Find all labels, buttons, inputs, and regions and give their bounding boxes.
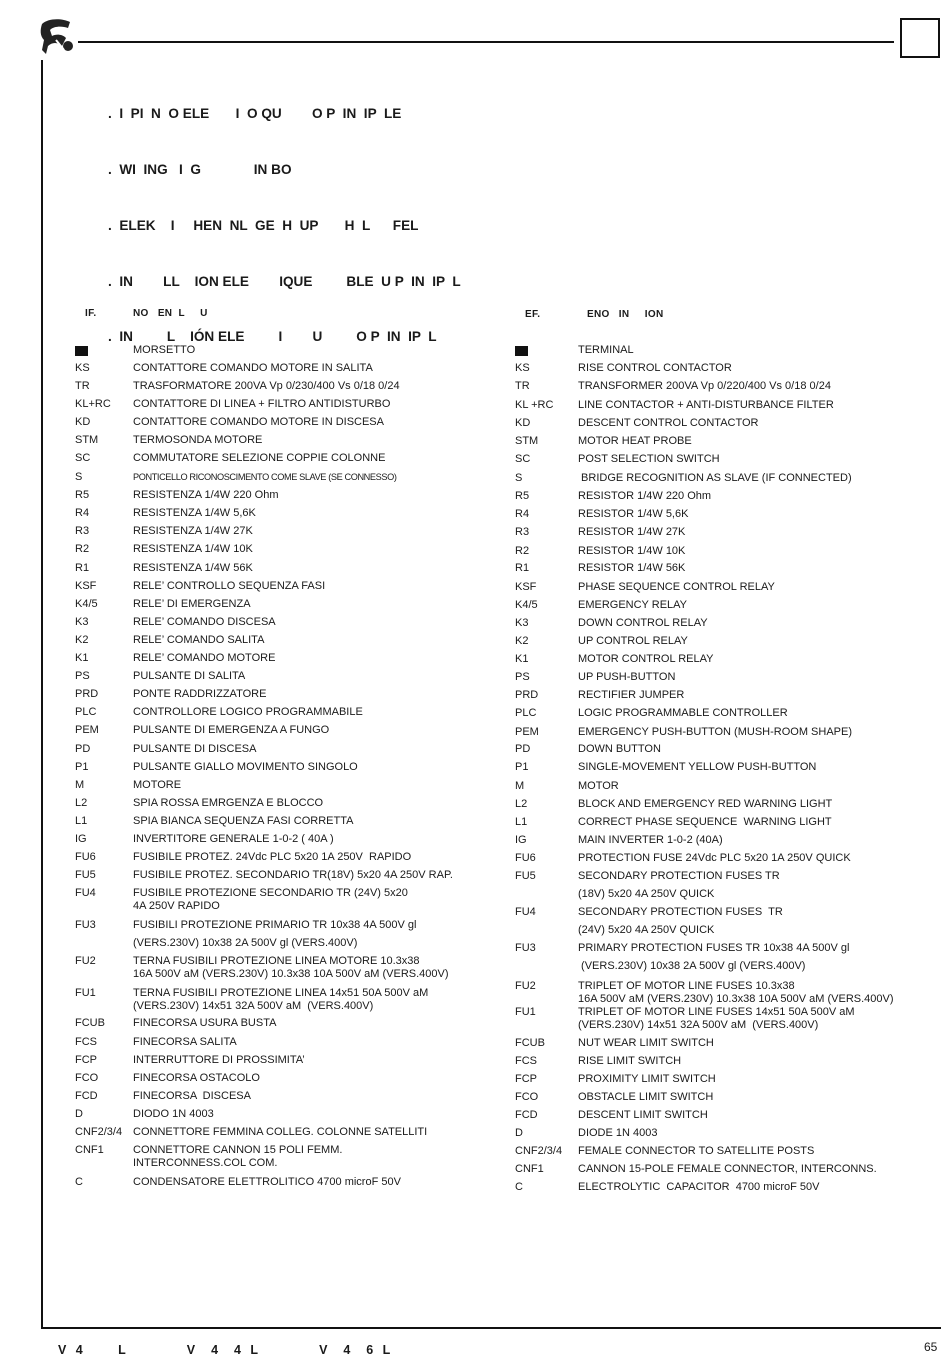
component-description: FUSIBILE PROTEZ. SECONDARIO TR(18V) 5x20 4A 250V RAP. — [133, 869, 453, 881]
component-description: RESISTOR 1/4W 10K — [578, 545, 686, 557]
component-description: FUSIBILE PROTEZ. 24Vdc PLC 5x20 1A 250V RAPIDO — [133, 851, 412, 863]
component-code: K3 — [75, 616, 89, 628]
component-description: CONNETTORE FEMMINA COLLEG. COLONNE SATELLITI — [133, 1126, 428, 1138]
component-description: SPIA BIANCA SEQUENZA FASI CORRETTA — [133, 815, 354, 827]
component-code: PEM — [75, 724, 99, 736]
component-code: CNF2/3/4 — [515, 1145, 563, 1157]
component-code: D — [75, 1108, 83, 1120]
component-description: FUSIBILE PROTEZIONE SECONDARIO TR (24V) 5x20 4A 250V RAPIDO — [133, 887, 408, 912]
component-description: NUT WEAR LIMIT SWITCH — [578, 1037, 714, 1049]
component-code: SC — [515, 453, 531, 465]
component-description: SECONDARY PROTECTION FUSES TR — [578, 906, 783, 918]
component-description: BLOCK AND EMERGENCY RED WARNING LIGHT — [578, 798, 833, 810]
terminal-square-icon — [515, 346, 528, 356]
component-description: PRIMARY PROTECTION FUSES TR 10x38 4A 500V gl — [578, 942, 850, 954]
component-code: FU6 — [515, 852, 536, 864]
frame-left-rule — [41, 60, 43, 1328]
component-code: C — [75, 1176, 83, 1188]
component-code: FU2 — [515, 980, 536, 992]
component-code: R5 — [75, 489, 90, 501]
component-code: L2 — [75, 797, 88, 809]
footer-models: V 4 L V 4 4 L V 4 6 L — [58, 1343, 394, 1357]
component-description: TRIPLET OF MOTOR LINE FUSES 10.3x38 16A 500V aM (VERS.230V) 10.3x38 10A 500V aM (VERS.400V) — [578, 980, 894, 1005]
component-description: (VERS.230V) 10x38 2A 500V gl (VERS.400V) — [578, 960, 806, 972]
component-description: DESCENT CONTROL CONTACTOR — [578, 417, 759, 429]
component-description: MOTOR — [578, 780, 619, 792]
component-code: PEM — [515, 726, 539, 738]
component-description: PROTECTION FUSE 24Vdc PLC 5x20 1A 250V QUICK — [578, 852, 851, 864]
component-description: PROXIMITY LIMIT SWITCH — [578, 1073, 716, 1085]
component-code: KL+RC — [75, 398, 111, 410]
component-code: FU6 — [75, 851, 96, 863]
component-code: FCUB — [75, 1017, 105, 1029]
component-description: MOTOR HEAT PROBE — [578, 435, 692, 447]
section-titles — [108, 68, 461, 366]
component-code: R4 — [75, 507, 90, 519]
component-description: MOTOR CONTROL RELAY — [578, 653, 714, 665]
component-code: FCD — [515, 1109, 538, 1121]
component-code: CNF1 — [75, 1144, 104, 1156]
component-code: KS — [515, 362, 530, 374]
component-code: R2 — [75, 543, 90, 555]
component-description: RELE’ CONTROLLO SEQUENZA FASI — [133, 580, 326, 592]
section-title: . IN LL ION ELE IQUE BLE U P IN IP L — [108, 273, 461, 289]
component-code: R1 — [75, 562, 90, 574]
component-code: R2 — [515, 545, 530, 557]
component-description: PULSANTE DI EMERGENZA A FUNGO — [133, 724, 330, 736]
component-code: STM — [515, 435, 539, 447]
component-description: CONNETTORE CANNON 15 POLI FEMM. INTERCONNESS.COL COM. — [133, 1144, 343, 1169]
component-description: INTERRUTTORE DI PROSSIMITA’ — [133, 1054, 305, 1066]
component-code: STM — [75, 434, 99, 446]
component-code: FU1 — [515, 1006, 536, 1018]
component-code: C — [515, 1181, 523, 1193]
component-description: DOWN BUTTON — [578, 743, 661, 755]
component-code: IG — [515, 834, 527, 846]
component-description: RELE’ DI EMERGENZA — [133, 598, 251, 610]
component-code: M — [515, 780, 525, 792]
component-description: PULSANTE DI SALITA — [133, 670, 246, 682]
component-code: KD — [75, 416, 91, 428]
component-code: PLC — [515, 707, 537, 719]
component-code: K2 — [75, 634, 89, 646]
component-description: COMMUTATORE SELEZIONE COPPIE COLONNE — [133, 452, 386, 464]
component-description: RESISTOR 1/4W 27K — [578, 526, 686, 538]
component-description: UP CONTROL RELAY — [578, 635, 688, 647]
component-description: FINECORSA USURA BUSTA — [133, 1017, 277, 1029]
component-description: (18V) 5x20 4A 250V QUICK — [578, 888, 715, 900]
terminal-square-icon — [75, 346, 88, 356]
component-description: CONTROLLORE LOGICO PROGRAMMABILE — [133, 706, 363, 718]
component-description: CORRECT PHASE SEQUENCE WARNING LIGHT — [578, 816, 832, 828]
component-code: S — [515, 472, 523, 484]
component-description: RESISTENZA 1/4W 5,6K — [133, 507, 256, 519]
component-description: RELE’ COMANDO DISCESA — [133, 616, 276, 628]
component-description: MAIN INVERTER 1-0-2 (40A) — [578, 834, 723, 846]
component-code: K4/5 — [515, 599, 538, 611]
corner-box — [900, 18, 940, 58]
component-description: TERMOSONDA MOTORE — [133, 434, 263, 446]
page-number: 65 — [924, 1340, 938, 1354]
component-description: RESISTENZA 1/4W 220 Ohm — [133, 489, 279, 501]
component-description: PONTICELLO RICONOSCIMENTO COME SLAVE (SE CONNESSO) — [133, 472, 397, 482]
component-description: MOTORE — [133, 779, 182, 791]
component-code: KSF — [515, 581, 537, 593]
component-description: CONTATTORE COMANDO MOTORE IN DISCESA — [133, 416, 384, 428]
component-code: PLC — [75, 706, 97, 718]
component-code: K3 — [515, 617, 529, 629]
component-description: POST SELECTION SWITCH — [578, 453, 720, 465]
component-description: MORSETTO — [133, 344, 196, 356]
component-description: EMERGENCY RELAY — [578, 599, 688, 611]
component-description: PULSANTE DI DISCESA — [133, 743, 257, 755]
component-code: D — [515, 1127, 523, 1139]
component-description: SECONDARY PROTECTION FUSES TR — [578, 870, 780, 882]
component-description: RISE LIMIT SWITCH — [578, 1055, 682, 1067]
component-code: R4 — [515, 508, 530, 520]
component-code — [75, 344, 88, 360]
component-description: RESISTENZA 1/4W 56K — [133, 562, 253, 574]
component-code: PRD — [75, 688, 99, 700]
component-description: TERNA FUSIBILI PROTEZIONE LINEA MOTORE 10.3x38 16A 500V aM (VERS.230V) 10.3x38 10A 500V aM (VERS.400V) — [133, 955, 449, 980]
component-description: PHASE SEQUENCE CONTROL RELAY — [578, 581, 775, 593]
component-code: K1 — [515, 653, 529, 665]
component-description: TRANSFORMER 200VA Vp 0/220/400 Vs 0/18 0/24 — [578, 380, 831, 392]
component-description: FINECORSA SALITA — [133, 1036, 237, 1048]
component-code: KSF — [75, 580, 97, 592]
component-description: UP PUSH-BUTTON — [578, 671, 676, 683]
component-code: FU4 — [515, 906, 536, 918]
left-header-description: NO EN L U — [133, 308, 208, 319]
component-description: RESISTENZA 1/4W 10K — [133, 543, 253, 555]
component-description: PULSANTE GIALLO MOVIMENTO SINGOLO — [133, 761, 358, 773]
component-description: LOGIC PROGRAMMABLE CONTROLLER — [578, 707, 788, 719]
section-title: . WI ING I G IN BO — [108, 161, 292, 177]
component-description: ELECTROLYTIC CAPACITOR 4700 microF 50V — [578, 1181, 820, 1193]
component-description: TRIPLET OF MOTOR LINE FUSES 14x51 50A 500V aM (VERS.230V) 14x51 32A 500V aM (VERS.400V) — [578, 1006, 855, 1031]
component-code: FCS — [515, 1055, 537, 1067]
component-description: TERNA FUSIBILI PROTEZIONE LINEA 14x51 50A 500V aM (VERS.230V) 14x51 32A 500V aM (VERS.400V) — [133, 987, 429, 1012]
component-code: FU5 — [75, 869, 96, 881]
component-code: FU3 — [515, 942, 536, 954]
component-code: KD — [515, 417, 531, 429]
component-description: RESISTOR 1/4W 5,6K — [578, 508, 689, 520]
component-description: DESCENT LIMIT SWITCH — [578, 1109, 708, 1121]
component-description: OBSTACLE LIMIT SWITCH — [578, 1091, 714, 1103]
component-description: FUSIBILI PROTEZIONE PRIMARIO TR 10x38 4A 500V gl — [133, 919, 417, 931]
frame-bottom-rule — [41, 1327, 941, 1329]
component-code: FCD — [75, 1090, 98, 1102]
component-code: FU2 — [75, 955, 96, 967]
component-code: P1 — [515, 761, 529, 773]
component-code: R3 — [515, 526, 530, 538]
component-code: KS — [75, 362, 90, 374]
component-description: CONTATTORE DI LINEA + FILTRO ANTIDISTURBO — [133, 398, 391, 410]
component-code: PD — [75, 743, 91, 755]
component-description: TERMINAL — [578, 344, 634, 356]
component-code: TR — [515, 380, 530, 392]
component-code: K1 — [75, 652, 89, 664]
component-description: DIODO 1N 4003 — [133, 1108, 214, 1120]
component-description: RESISTOR 1/4W 56K — [578, 562, 686, 574]
component-description: BRIDGE RECOGNITION AS SLAVE (IF CONNECTED) — [578, 472, 852, 484]
component-code: TR — [75, 380, 90, 392]
component-code: SC — [75, 452, 91, 464]
brand-logo-icon — [38, 16, 78, 56]
component-code: M — [75, 779, 85, 791]
component-code: FCO — [515, 1091, 539, 1103]
component-description: SINGLE-MOVEMENT YELLOW PUSH-BUTTON — [578, 761, 817, 773]
component-description: LINE CONTACTOR + ANTI-DISTURBANCE FILTER — [578, 399, 834, 411]
component-code: FU4 — [75, 887, 96, 899]
component-code: R5 — [515, 490, 530, 502]
component-code: FCP — [515, 1073, 537, 1085]
component-description: SPIA ROSSA EMRGENZA E BLOCCO — [133, 797, 324, 809]
component-code: PS — [75, 670, 90, 682]
component-code: L1 — [75, 815, 88, 827]
component-description: PONTE RADDRIZZATORE — [133, 688, 267, 700]
section-title: . ELEK I HEN NL GE H UP H L FEL — [108, 217, 419, 233]
right-header-description: ENO IN ION — [587, 309, 664, 320]
component-description: RESISTOR 1/4W 220 Ohm — [578, 490, 712, 502]
section-title: . I PI N O ELE I O QU O P IN IP LE — [108, 106, 402, 122]
component-description: FINECORSA OSTACOLO — [133, 1072, 260, 1084]
section-title: . IN L IÓN ELE I U O P IN IP L — [108, 329, 437, 345]
component-description: RECTIFIER JUMPER — [578, 689, 685, 701]
component-code: FU1 — [75, 987, 96, 999]
component-code: PRD — [515, 689, 539, 701]
component-code: CNF2/3/4 — [75, 1126, 123, 1138]
component-code: FCP — [75, 1054, 97, 1066]
component-description: EMERGENCY PUSH-BUTTON (MUSH-ROOM SHAPE) — [578, 726, 853, 738]
right-header-code: EF. — [525, 309, 541, 320]
left-header-code: IF. — [85, 308, 97, 319]
component-code: P1 — [75, 761, 89, 773]
component-description: TRASFORMATORE 200VA Vp 0/230/400 Vs 0/18 0/24 — [133, 380, 400, 392]
component-description: FEMALE CONNECTOR TO SATELLITE POSTS — [578, 1145, 815, 1157]
component-code: R1 — [515, 562, 530, 574]
component-code: FCS — [75, 1036, 97, 1048]
component-code: K2 — [515, 635, 529, 647]
component-code: K4/5 — [75, 598, 98, 610]
component-code: CNF1 — [515, 1163, 544, 1175]
component-description: CONTATTORE COMANDO MOTORE IN SALITA — [133, 362, 373, 374]
component-description: (VERS.230V) 10x38 2A 500V gl (VERS.400V) — [133, 937, 358, 949]
component-description: DIODE 1N 4003 — [578, 1127, 658, 1139]
component-description: (24V) 5x20 4A 250V QUICK — [578, 924, 715, 936]
component-code: KL +RC — [515, 399, 554, 411]
component-code: PS — [515, 671, 530, 683]
component-code: FCO — [75, 1072, 99, 1084]
component-description: RISE CONTROL CONTACTOR — [578, 362, 732, 374]
component-code: R3 — [75, 525, 90, 537]
component-description: CANNON 15-POLE FEMALE CONNECTOR, INTERCONNS. — [578, 1163, 877, 1175]
component-description: DOWN CONTROL RELAY — [578, 617, 708, 629]
component-code — [515, 344, 528, 360]
component-code: S — [75, 471, 83, 483]
component-code: L2 — [515, 798, 528, 810]
component-code: FU5 — [515, 870, 536, 882]
component-code: IG — [75, 833, 87, 845]
component-description: RESISTENZA 1/4W 27K — [133, 525, 253, 537]
component-description: RELE’ COMANDO SALITA — [133, 634, 265, 646]
component-description: INVERTITORE GENERALE 1-0-2 ( 40A ) — [133, 833, 334, 845]
component-description: FINECORSA DISCESA — [133, 1090, 251, 1102]
component-description: RELE’ COMANDO MOTORE — [133, 652, 276, 664]
component-code: FU3 — [75, 919, 96, 931]
component-code: PD — [515, 743, 531, 755]
component-description: CONDENSATORE ELETTROLITICO 4700 microF 50V — [133, 1176, 401, 1188]
top-rule — [78, 41, 894, 43]
component-code: L1 — [515, 816, 528, 828]
component-code: FCUB — [515, 1037, 545, 1049]
